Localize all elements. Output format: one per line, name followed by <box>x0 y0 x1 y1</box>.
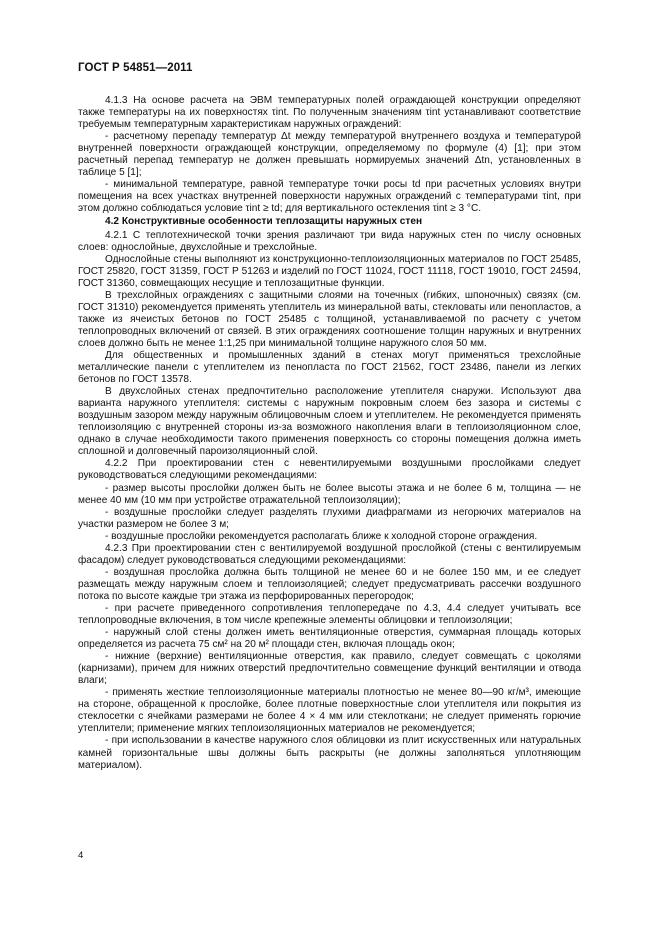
list-item: - наружный слой стены должен иметь вентиляционные отверстия, суммарная площадь которых определяется из расчета 75 см² на 20 м² площади стен, включая площадь окон; <box>78 627 581 651</box>
list-item: - минимальной температуре, равной температуре точки росы td при расчетных условиях внутри помещения на всех участках внутренней поверхности наружных ограждений с температурами τint, при этом должно соблюдаться условие τint ≥ td; для вертикального остекления τint ≥ 3 °С. <box>78 179 581 215</box>
list-item: - при расчете приведенного сопротивления теплопередаче по 4.3, 4.4 следует учитывать все теплопроводные включения, в том числе крепежные элементы облицовки и теплоизоляции; <box>78 602 581 627</box>
list-item: - воздушная прослойка должна быть толщиной не менее 60 и не более 150 мм, и ее следует размещать между наружным слоем и теплоизоляцией; следует предусматривать рассечки воздушного потока по высоте каждые три этажа из перфорированных перегородок; <box>78 566 581 602</box>
paragraph-4-1-3: 4.1.3 На основе расчета на ЭВМ температурных полей ограждающей конструкции определяют также температуры на их поверхностях τint. По полученным значениям τint устанавливают соответствие требуемым температурным характеристикам наружных ограждений: <box>78 95 581 131</box>
paragraph: Для общественных и промышленных зданий в стенах могут применяться трехслойные металлические панели с утеплителем из пенопласта по ГОСТ 21562, ГОСТ 23486, панели из легких бетонов по ГОСТ 13578. <box>78 349 581 386</box>
list-item: - применять жесткие теплоизоляционные материалы плотностью не менее 80—90 кг/м³, имеющие на стороне, обращенной к прослойке, более плотные поверхностные слои утеплителя или покрытия из стеклосетки с ячейками размерами не более 4 × 4 мм или стеклоткани; не следует применять горючие утеплители; применение мягких теплоизоляционных материалов не рекомендуется; <box>78 687 581 735</box>
page-number: 4 <box>78 850 84 861</box>
list-item: - нижние (верхние) вентиляционные отверстия, как правило, следует совмещать с цоколями (карнизами), причем для нижних отверстий предпочтительно совмещение функций вентиляции и отвода влаги; <box>78 651 581 687</box>
list-item: - при использовании в качестве наружного слоя облицовки из плит искусственных или натуральных камней горизонтальные швы должны быть раскрыты (не должны заполняться уплотняющим материалом). <box>78 735 581 771</box>
paragraph: В трехслойных ограждениях с защитными слоями на точечных (гибких, шпоночных) связях (см. ГОСТ 31310) рекомендуется применять утеплитель из минеральной ваты, стекловаты или пенопластов, а также из ячеистых бетонов по ГОСТ 25485 с толщиной, устанавливаемой по расчету с учетом теплопроводных включений от связей. В этих ограждениях соотношение толщин наружных и внутренних слоев должно быть не менее 1:1,25 при минимальной толщине наружного слоя 50 мм. <box>78 289 581 349</box>
document-header: ГОСТ Р 54851—2011 <box>78 62 193 74</box>
list-item: - воздушные прослойки рекомендуется располагать ближе к холодной стороне ограждения. <box>105 530 538 542</box>
document-body <box>78 95 581 772</box>
list-item: - расчетному перепаду температур Δt между температурой внутреннего воздуха и температурой внутренней поверхности ограждающей конструкции, определяемому по формуле (4) [1]; при этом расчетный перепад температур не должен превышать нормируемых значений Δtn, установленных в таблице 5 [1]; <box>78 131 581 179</box>
paragraph-4-2-3: 4.2.3 При проектировании стен с вентилируемой воздушной прослойкой (стены с вентилируемым фасадом) следует руководствоваться следующими рекомендациями: <box>78 542 581 566</box>
paragraph-4-2-2: 4.2.2 При проектировании стен с невентилируемыми воздушными прослойками следует руководствоваться следующими рекомендациями: <box>78 458 581 482</box>
section-heading-4-2: 4.2 Конструктивные особенности теплозащиты наружных стен <box>105 216 423 228</box>
paragraph: Однослойные стены выполняют из конструкционно-теплоизоляционных материалов по ГОСТ 25485, ГОСТ 25820, ГОСТ 31359, ГОСТ Р 51263 и изделий по ГОСТ 11024, ГОСТ 11118, ГОСТ 19010, ГОСТ 24594, ГОСТ 31360, совмещающих несущие и теплозащитные функции. <box>78 253 581 289</box>
list-item: - воздушные прослойки следует разделять глухими диафрагмами из негорючих материалов на участки размером не более 3 м; <box>78 506 581 530</box>
paragraph: В двухслойных стенах предпочтительно расположение утеплителя снаружи. Используют два варианта наружного утеплителя: системы с наружным покровным слоем без зазора и системы с воздушным зазором между наружным облицовочным слоем и утеплителем. Не рекомендуется применять теплоизоляцию с внутренней стороны из-за возможного накопления влаги в теплоизоляционном слое, однако в случае необходимости такого применения поверхность со стороны помещения должна иметь сплошной и долговечный пароизоляционный слой. <box>78 386 581 458</box>
paragraph-4-2-1: 4.2.1 С теплотехнической точки зрения различают три вида наружных стен по числу основных слоев: однослойные, двухслойные и трехслойные. <box>78 229 581 253</box>
list-item: - размер высоты прослойки должен быть не более высоты этажа и не более 6 м, толщина — не менее 40 мм (10 мм при устройстве отражательной теплоизоляции); <box>78 482 581 506</box>
